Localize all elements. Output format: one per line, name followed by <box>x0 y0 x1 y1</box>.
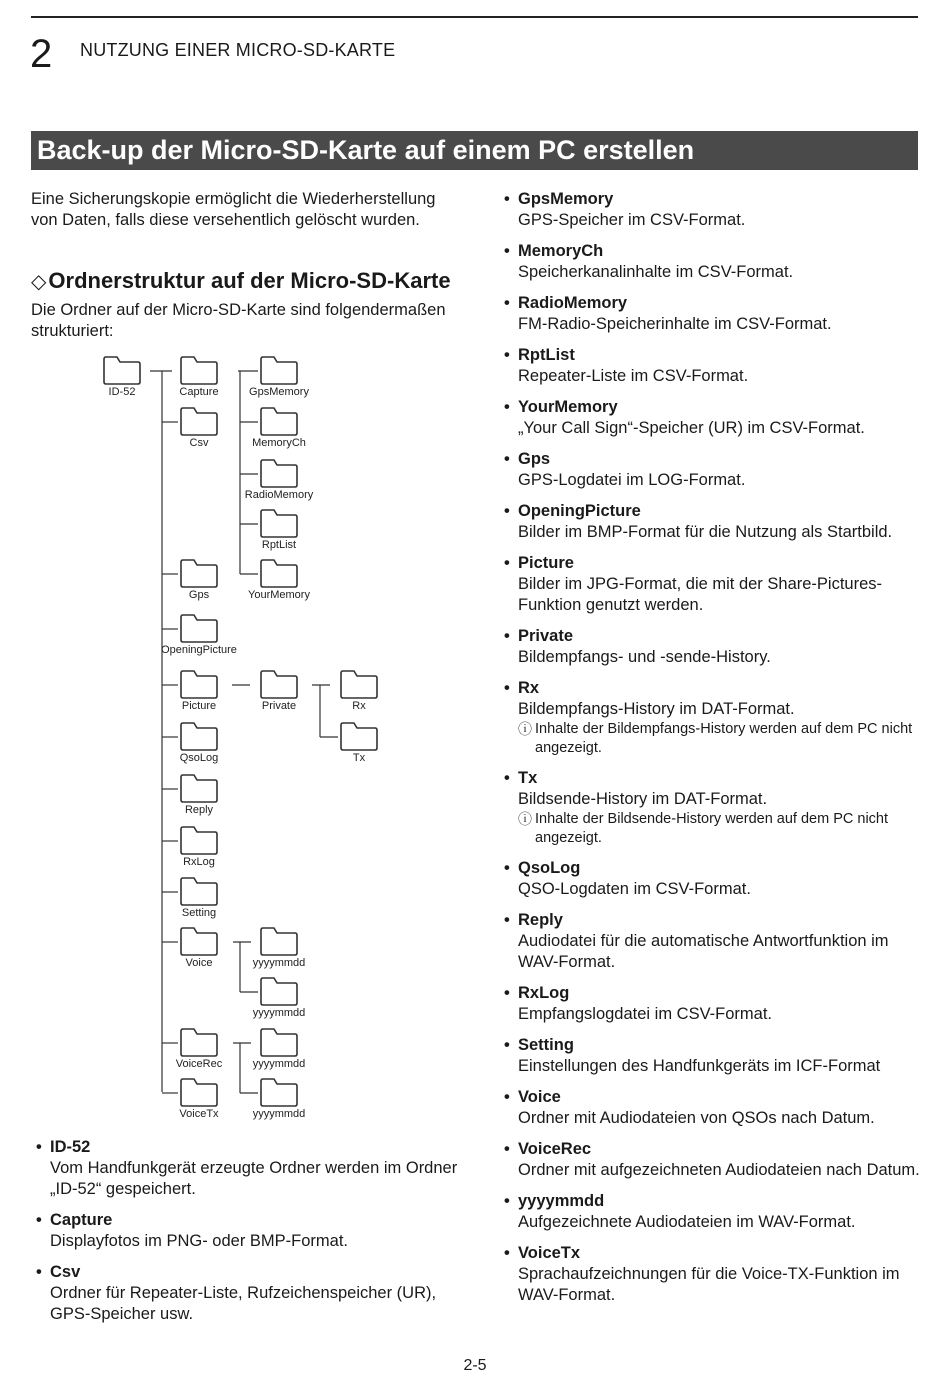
folder-description: Einstellungen des Handfunkgeräts im ICF-Format <box>518 1057 881 1075</box>
folder-label: Voice <box>185 957 213 969</box>
page-number: 2-5 <box>463 1357 487 1374</box>
folder-name: • Picture <box>499 553 924 574</box>
folder-icon <box>181 671 217 698</box>
info-note-text: Inhalte der Bildempfangs-History werden auf dem PC nicht angezeigt. <box>535 721 913 756</box>
folder-label: YourMemory <box>248 589 310 601</box>
folder-icon <box>261 560 297 587</box>
folder-name: • Rx <box>499 678 924 699</box>
folder-description: Repeater-Liste im CSV-Format. <box>518 367 749 385</box>
folder-description: QSO-Logdaten im CSV-Format. <box>518 880 751 898</box>
folder-name: • RxLog <box>499 983 924 1004</box>
folder-name: • MemoryCh <box>499 241 924 262</box>
folder-label: Gps <box>188 589 210 601</box>
chapter-number: 2 <box>30 32 53 76</box>
info-icon: ⓘ <box>518 811 532 827</box>
folder-label: Tx <box>352 752 366 764</box>
folder-description-item <box>499 768 924 848</box>
folder-description: Ordner für Repeater-Liste, Rufzeichenspeicher (UR), GPS-Speicher usw. <box>50 1284 437 1323</box>
folder-description-item <box>499 293 924 335</box>
folder-icon <box>261 510 297 537</box>
subsection-title: Ordnerstruktur auf der Micro-SD-Karte <box>48 268 451 293</box>
section-title: Back-up der Micro-SD-Karte auf einem PC erstellen <box>31 131 918 170</box>
folder-description: Ordner mit Audiodateien von QSOs nach Datum. <box>518 1109 875 1127</box>
folder-description: GPS-Speicher im CSV-Format. <box>518 211 746 229</box>
folder-root-label: ID-52 <box>108 386 136 398</box>
folder-icon <box>261 671 297 698</box>
folder-name: • YourMemory <box>499 397 924 418</box>
folder-description-item <box>499 241 924 283</box>
right-description-list <box>499 189 924 1316</box>
folder-description-item <box>31 1210 461 1252</box>
chapter-title: NUTZUNG EINER MICRO-SD-KARTE <box>80 40 396 60</box>
folder-label: RptList <box>261 539 297 551</box>
folder-name: • OpeningPicture <box>499 501 924 522</box>
folder-description: Displayfotos im PNG- oder BMP-Format. <box>50 1232 348 1250</box>
folder-name: • VoiceRec <box>499 1139 924 1160</box>
info-icon: ⓘ <box>518 721 532 737</box>
folder-description-item <box>499 1243 924 1306</box>
folder-description-item <box>499 397 924 439</box>
folder-label: GpsMemory <box>249 386 309 398</box>
folder-description: Bilder im JPG-Format, die mit der Share-Pictures-Funktion genutzt werden. <box>518 575 883 614</box>
folder-icon <box>181 615 217 642</box>
folder-icon <box>261 928 297 955</box>
folder-icon <box>104 357 140 384</box>
folder-name: • yyyymmdd <box>499 1191 924 1212</box>
folder-icon <box>181 723 217 750</box>
folder-description-item <box>499 1087 924 1129</box>
folder-name: • RptList <box>499 345 924 366</box>
folder-description-item <box>499 1035 924 1077</box>
folder-icon <box>261 1079 297 1106</box>
left-description-list <box>31 1137 461 1335</box>
folder-label: Setting <box>181 907 217 919</box>
folder-description: Bildempfangs-History im DAT-Format. <box>518 700 795 718</box>
folder-description: „Your Call Sign“-Speicher (UR) im CSV-Format. <box>518 419 865 437</box>
folder-description-item <box>499 1139 924 1181</box>
folder-description-item <box>499 983 924 1025</box>
folder-name: • Setting <box>499 1035 924 1056</box>
folder-name: • GpsMemory <box>499 189 924 210</box>
folder-icon <box>181 1079 217 1106</box>
folder-label: OpeningPicture <box>161 644 237 656</box>
folder-description: Vom Handfunkgerät erzeugte Ordner werden im Ordner „ID-52“ gespeichert. <box>50 1159 458 1198</box>
folder-label: yyyymmdd <box>252 1108 306 1120</box>
folder-label: Capture <box>179 386 219 398</box>
folder-label: Rx <box>352 700 366 712</box>
folder-description-item <box>499 345 924 387</box>
folder-name: • Csv <box>31 1262 461 1283</box>
folder-icon <box>181 827 217 854</box>
intro-paragraph: Eine Sicherungskopie ermöglicht die Wiederherstellung von Daten, falls diese versehentlich gelöscht wurden. <box>31 190 436 229</box>
folder-label: yyyymmdd <box>252 957 306 969</box>
folder-description-item <box>499 501 924 543</box>
folder-description-item <box>499 678 924 758</box>
folder-label: Csv <box>189 437 209 449</box>
folder-description-item <box>31 1262 461 1325</box>
info-note-text: Inhalte der Bildsende-History werden auf dem PC nicht angezeigt. <box>535 811 889 846</box>
subsection-intro: Die Ordner auf der Micro-SD-Karte sind folgendermaßen strukturiert: <box>31 301 446 340</box>
folder-label: RadioMemory <box>244 489 314 501</box>
folder-name: • ID-52 <box>31 1137 461 1158</box>
folder-name: • Tx <box>499 768 924 789</box>
folder-name: • Reply <box>499 910 924 931</box>
folder-description: GPS-Logdatei im LOG-Format. <box>518 471 746 489</box>
folder-icon <box>261 357 297 384</box>
folder-label: Private <box>261 700 297 712</box>
folder-icon <box>181 775 217 802</box>
folder-label: MemoryCh <box>252 437 306 449</box>
folder-name: • Voice <box>499 1087 924 1108</box>
folder-description: Bildempfangs- und -sende-History. <box>518 648 771 666</box>
folder-icon <box>181 878 217 905</box>
folder-label: yyyymmdd <box>252 1058 306 1070</box>
folder-icon <box>181 408 217 435</box>
folder-description: FM-Radio-Speicherinhalte im CSV-Format. <box>518 315 832 333</box>
folder-description: Aufgezeichnete Audiodateien im WAV-Format. <box>518 1213 856 1231</box>
folder-icon <box>181 1029 217 1056</box>
folder-icon <box>261 1029 297 1056</box>
folder-label: RxLog <box>183 856 215 868</box>
folder-name: • Capture <box>31 1210 461 1231</box>
folder-description-item <box>499 910 924 973</box>
folder-name: • VoiceTx <box>499 1243 924 1264</box>
folder-icon <box>341 671 377 698</box>
folder-icon <box>261 408 297 435</box>
folder-description-item <box>499 858 924 900</box>
folder-name: • Private <box>499 626 924 647</box>
folder-label: VoiceTx <box>179 1108 219 1120</box>
folder-icon <box>261 460 297 487</box>
folder-description-item <box>499 449 924 491</box>
folder-description-item <box>499 553 924 616</box>
folder-description: Empfangslogdatei im CSV-Format. <box>518 1005 773 1023</box>
folder-description-item <box>499 626 924 668</box>
folder-label: QsoLog <box>179 752 219 764</box>
folder-description: Audiodatei für die automatische Antwortfunktion im WAV-Format. <box>518 932 889 971</box>
folder-name: • Gps <box>499 449 924 470</box>
folder-description: Bildsende-History im DAT-Format. <box>518 790 768 808</box>
info-note <box>499 720 924 758</box>
folder-icon <box>341 723 377 750</box>
folder-icon <box>181 928 217 955</box>
folder-description: Speicherkanalinhalte im CSV-Format. <box>518 263 794 281</box>
folder-label: Picture <box>181 700 217 712</box>
folder-icon <box>261 978 297 1005</box>
info-note <box>499 810 924 848</box>
folder-description-item <box>31 1137 461 1200</box>
folder-name: • RadioMemory <box>499 293 924 314</box>
diamond-icon: ◇ <box>31 271 47 293</box>
folder-icon <box>181 560 217 587</box>
folder-description: Ordner mit aufgezeichneten Audiodateien nach Datum. <box>518 1161 920 1179</box>
folder-label: Reply <box>184 804 214 816</box>
folder-name: • QsoLog <box>499 858 924 879</box>
folder-label: VoiceRec <box>175 1058 223 1070</box>
folder-icon <box>181 357 217 384</box>
folder-label: yyyymmdd <box>252 1007 306 1019</box>
folder-description: Sprachaufzeichnungen für die Voice-TX-Funktion im WAV-Format. <box>518 1265 900 1304</box>
folder-description-item <box>499 189 924 231</box>
folder-description-item <box>499 1191 924 1233</box>
folder-description: Bilder im BMP-Format für die Nutzung als Startbild. <box>518 523 893 541</box>
